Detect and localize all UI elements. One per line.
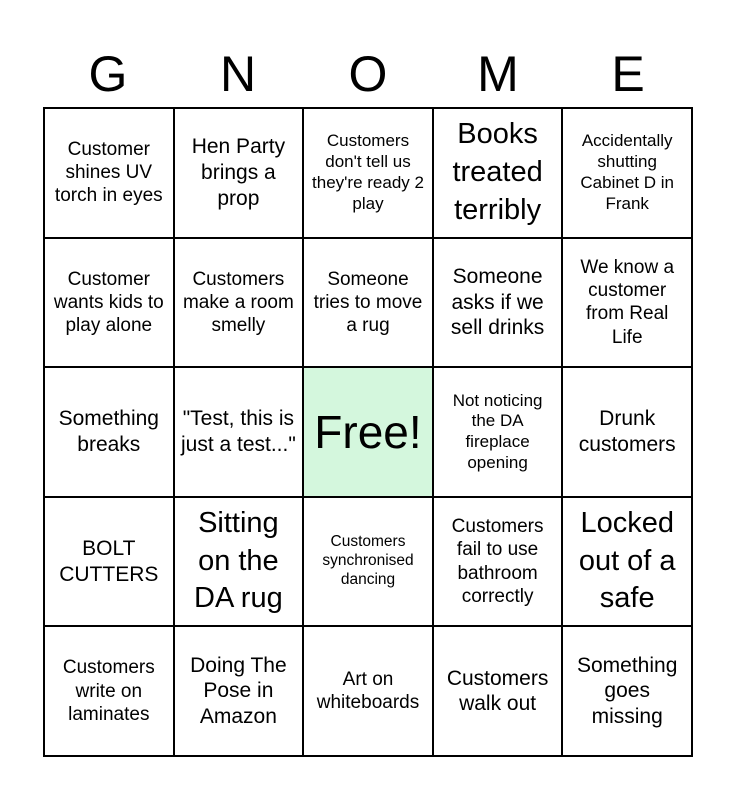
bingo-cell[interactable]: Doing The Pose in Amazon	[174, 626, 304, 756]
bingo-cell[interactable]: We know a customer from Real Life	[562, 238, 692, 368]
title-letter-m: M	[477, 46, 519, 102]
bingo-cell[interactable]: Sitting on the DA rug	[174, 497, 304, 627]
bingo-cell[interactable]: Something goes missing	[562, 626, 692, 756]
title-letter-n: N	[219, 46, 257, 102]
bingo-cell[interactable]: Accidentally shutting Cabinet D in Frank	[562, 108, 692, 238]
bingo-cell[interactable]: Customer shines UV torch in eyes	[44, 108, 174, 238]
bingo-cell[interactable]: Customers walk out	[433, 626, 563, 756]
bingo-cell[interactable]: Someone tries to move a rug	[303, 238, 433, 368]
bingo-board	[43, 107, 693, 757]
bingo-cell[interactable]: Customers write on laminates	[44, 626, 174, 756]
bingo-cell[interactable]: Locked out of a safe	[562, 497, 692, 627]
bingo-cell[interactable]: Someone asks if we sell drinks	[433, 238, 563, 368]
bingo-cell[interactable]: "Test, this is just a test..."	[174, 367, 304, 497]
free-space-cell[interactable]: Free!	[303, 367, 433, 497]
bingo-title	[43, 40, 693, 108]
bingo-cell[interactable]: Something breaks	[44, 367, 174, 497]
bingo-cell[interactable]: BOLT CUTTERS	[44, 497, 174, 627]
bingo-cell[interactable]: Drunk customers	[562, 367, 692, 497]
bingo-cell[interactable]: Customer wants kids to play alone	[44, 238, 174, 368]
bingo-cell[interactable]: Customers make a room smelly	[174, 238, 304, 368]
title-letter-e: E	[611, 46, 645, 102]
bingo-cell[interactable]: Customers synchronised dancing	[303, 497, 433, 627]
bingo-cell[interactable]: Hen Party brings a prop	[174, 108, 304, 238]
title-letter-o: O	[348, 46, 388, 102]
bingo-cell[interactable]: Customers don't tell us they're ready 2 play	[303, 108, 433, 238]
bingo-cell[interactable]: Not noticing the DA fireplace opening	[433, 367, 563, 497]
bingo-cell[interactable]: Customers fail to use bathroom correctly	[433, 497, 563, 627]
title-letter-g: G	[88, 46, 128, 102]
bingo-cell[interactable]: Art on whiteboards	[303, 626, 433, 756]
bingo-cell[interactable]: Books treated terribly	[433, 108, 563, 238]
